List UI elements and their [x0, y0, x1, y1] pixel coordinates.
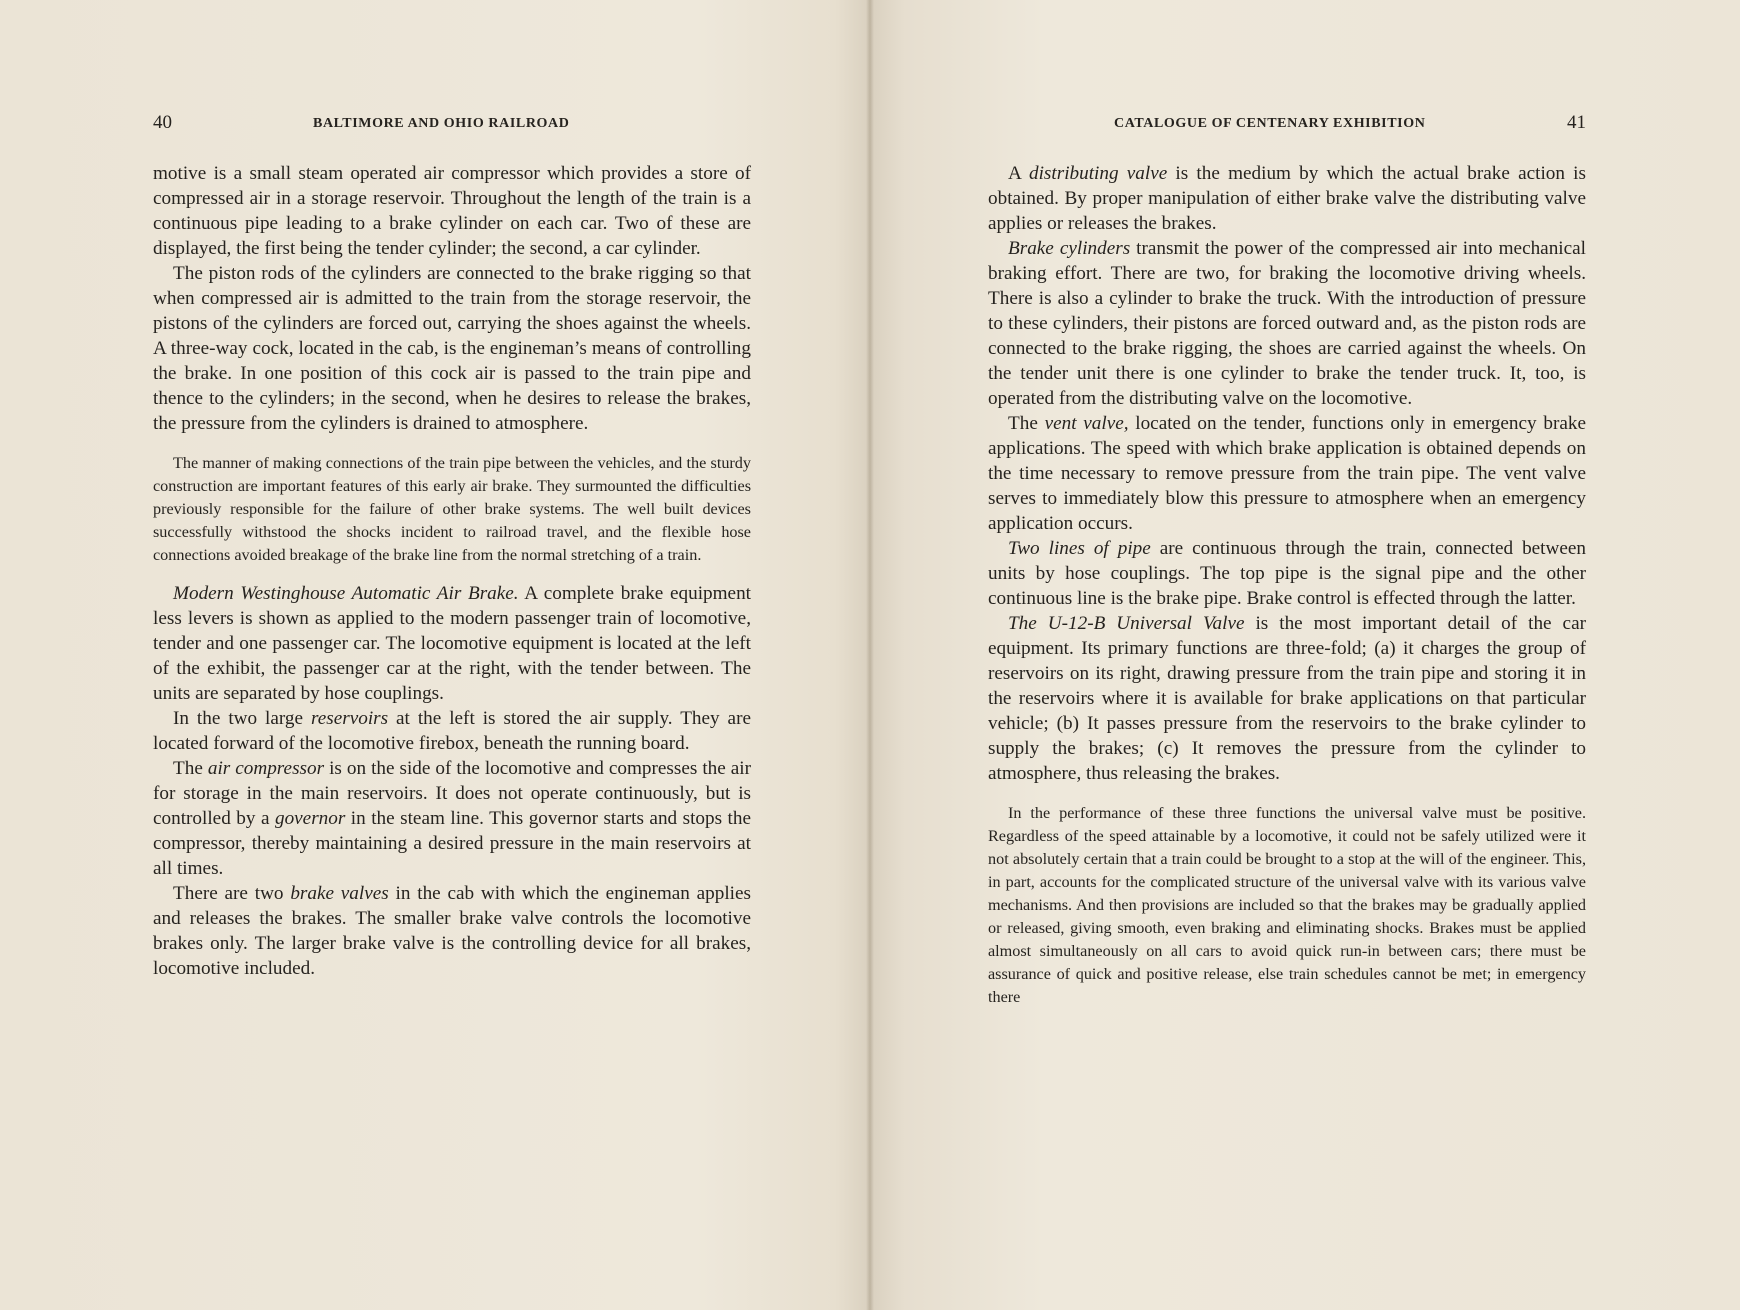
section-heading-westinghouse: Modern Westinghouse Automatic Air Brake. — [173, 583, 519, 604]
right-page-body — [988, 161, 1586, 1009]
left-paragraph-westinghouse: Modern Westinghouse Automatic Air Brake. A complete brake equipment less levers is shown as applied to the modern passenger train of locomotive, tender and one passenger car. The locomotive equipment is located at the left of the exhibit, the passenger car at the right, with the tender between. The units are separated by hose couplings. — [153, 583, 752, 704]
term-universal-valve: The U-12-B Universal Valve — [1008, 613, 1245, 634]
right-paragraph-universal-valve: The U-12-B Universal Valve is the most important detail of the car equipment. Its primary functions are three-fold; (a) it charges the group of reservoirs on its right, drawing pressure from the train pipe and storing it in the reservoirs where it is available for brake applications on that particular vehicle; (b) It passes pressure from the reservoirs to the brake cylinder to supply the brakes; (c) It removes the pressure from the cylinder to atmosphere, thus releasing the brakes. — [988, 613, 1586, 784]
right-page — [988, 0, 1586, 1310]
right-page-header — [988, 112, 1586, 140]
book-gutter — [866, 0, 874, 1310]
left-note-paragraph: The manner of making connections of the train pipe between the vehicles, and the sturdy construction are important features of this early air brake. They surmounted the difficulties previously responsible for the failure of other brake systems. The well built devices successfully withstood the shocks incident to railroad travel, and the flexible hose connections avoided breakage of the brake line from the normal stretching of a train. — [153, 454, 751, 564]
term-brake-valves: brake valves — [290, 883, 389, 904]
left-paragraph-brake-valves: There are two brake valves in the cab with which the engineman applies and releases the brakes. The smaller brake valve controls the locomotive brakes only. The larger brake valve is the controlling device for all brakes, locomotive included. — [153, 883, 751, 979]
term-brake-cylinders: Brake cylinders — [1008, 238, 1131, 259]
left-paragraph-reservoirs: In the two large reservoirs at the left is stored the air supply. They are located forward of the locomotive firebox, beneath the running board. — [153, 708, 751, 754]
right-paragraph-brake-cylinders: Brake cylinders transmit the power of the compressed air into mechanical braking effort. There are two, for braking the locomotive driving wheels. There is also a cylinder to brake the truck. With the introduction of pressure to these cylinders, their pistons are forced outward and, as the piston rods are connected to the brake rigging, the shoes are carried against the wheels. On the tender unit there is one cylinder to brake the tender truck. It, too, is operated from the distributing valve on the locomotive. — [988, 238, 1586, 409]
term-two-lines-of-pipe: Two lines of pipe — [1008, 538, 1151, 559]
left-page-number: 40 — [153, 112, 172, 133]
left-page-header — [153, 112, 751, 140]
left-paragraph-compressor: The air compressor is on the side of the locomotive and compresses the air for storage in the main reservoirs. It does not operate continuously, but is controlled by a governor in the steam line. This governor starts and stops the compressor, thereby maintaining a desired pressure in the main reservoirs at all times. — [153, 758, 752, 879]
right-note-paragraph: In the performance of these three functions the universal valve must be positive. Regardless of the speed attainable by a locomotive, it could not be safely utilized were it not absolutely certain that a train could be brought to a stop at the will of the engineer. This, in part, accounts for the complicated structure of the universal valve with its various valve mechanisms. And then provisions are included so that the brakes may be gradually applied or released, giving smooth, even braking and eliminating shocks. Brakes must be applied almost simultaneously on all cars to avoid quick run-in between cars; there must be assurance of quick and positive release, else train schedules cannot be met; in emergency there — [988, 804, 1586, 1006]
right-paragraph-vent-valve: The vent valve, located on the tender, functions only in emergency brake applications. The speed with which brake application is obtained depends on the time necessary to remove pressure from the train pipe. The vent valve serves to immediately blow this pressure to atmosphere when an emergency application occurs. — [988, 413, 1586, 534]
left-paragraph-2: The piston rods of the cylinders are connected to the brake rigging so that when compressed air is admitted to the train from the storage reservoir, the pistons of the cylinders are forced out, carrying the shoes against the wheels. A three-way cock, located in the cab, is the engineman’s means of controlling the brake. In one position of this cock air is passed to the train pipe and thence to the cylinders; in the second, when he desires to release the brakes, the pressure from the cylinders is drained to atmosphere. — [153, 263, 751, 434]
right-paragraph-distributing-valve: A distributing valve is the medium by which the actual brake action is obtained. By proper manipulation of either brake valve the distributing valve applies or releases the brakes. — [988, 163, 1586, 234]
term-vent-valve: vent valve, — [1044, 413, 1129, 434]
term-governor: governor — [274, 808, 346, 829]
left-page — [153, 0, 751, 1310]
right-paragraph-lines-of-pipe: Two lines of pipe are continuous through the train, connected between units by hose couplings. The top pipe is the signal pipe and the other continuous line is the brake pipe. Brake control is effected through the latter. — [988, 538, 1586, 609]
term-reservoirs: reservoirs — [310, 708, 389, 729]
term-air-compressor: air compressor — [207, 758, 325, 779]
left-paragraph-1: motive is a small steam operated air compressor which provides a store of compressed air in a storage reservoir. Throughout the length of the train is a continuous pipe leading to a brake cylinder on each car. Two of these are displayed, the first being the tender cylinder; the second, a car cylinder. — [153, 163, 751, 259]
left-page-body — [153, 161, 751, 981]
right-page-number: 41 — [1567, 112, 1586, 133]
right-running-head: CATALOGUE OF CENTENARY EXHIBITION — [1114, 116, 1426, 131]
term-distributing-valve: distributing valve — [1029, 163, 1168, 184]
left-running-head: BALTIMORE AND OHIO RAILROAD — [313, 116, 570, 131]
